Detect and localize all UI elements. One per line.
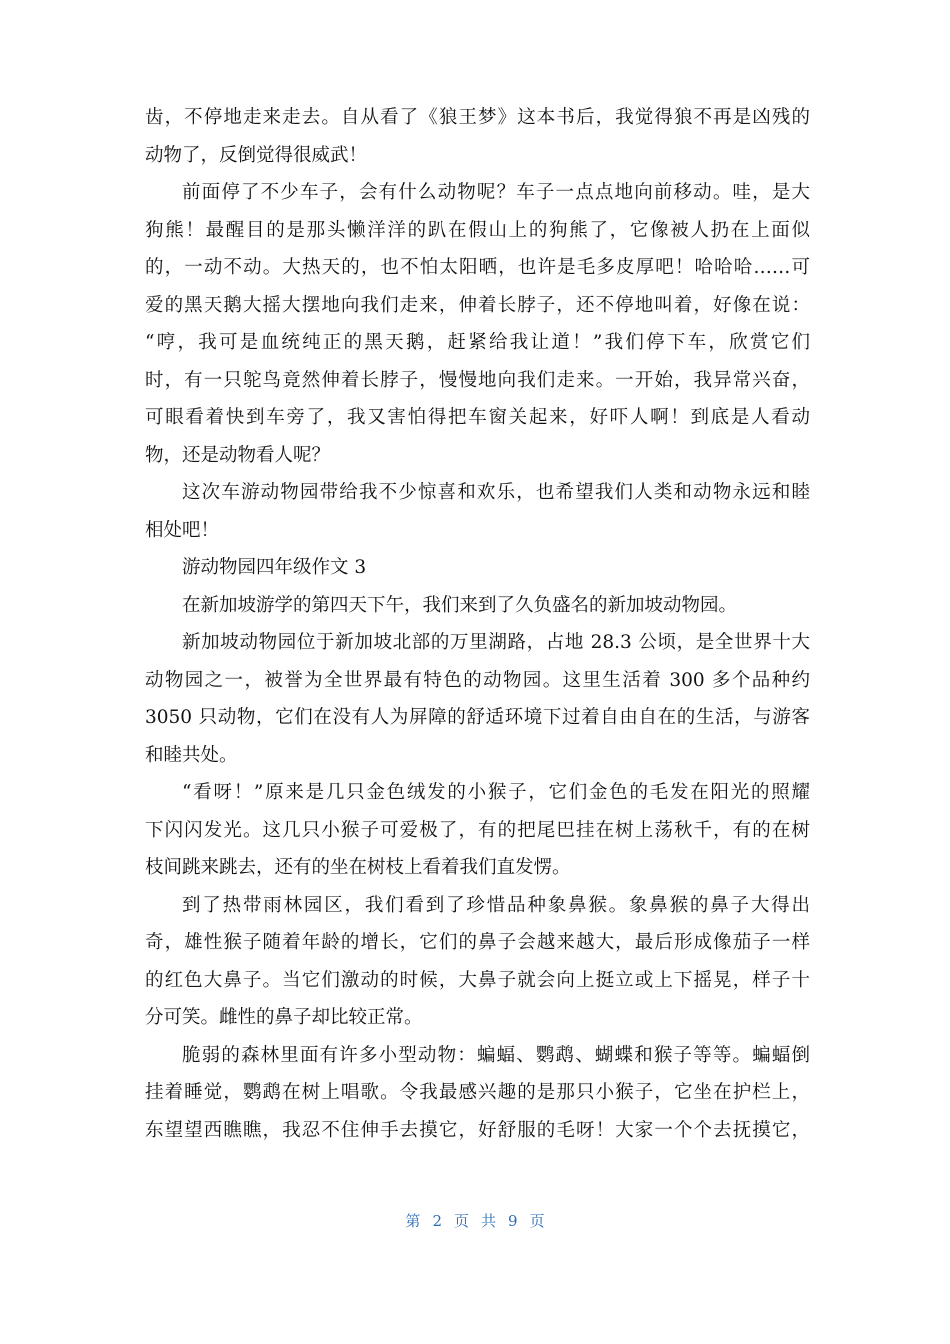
text-line: 可眼看着快到车旁了，我又害怕得把车窗关起来，好吓人啊！到底是人看动 <box>145 407 810 428</box>
text-line: 时，有一只鸵鸟竟然伸着长脖子，慢慢地向我们走来。一开始，我异常兴奋， <box>145 369 810 391</box>
text-line: 动物了，反倒觉得很威武！ <box>145 144 368 166</box>
text-line: 爱的黑天鹅大摇大摆地向我们走来，伸着长脖子，还不停地叫着，好像在说： <box>145 294 810 316</box>
section-heading: 游动物园四年级作文 3 <box>182 557 367 578</box>
text-line: 奇，雄性猴子随着年龄的增长，它们的鼻子会越来越大，最后形成像茄子一样 <box>145 932 810 953</box>
current-page-number: 2 <box>432 1212 442 1230</box>
text-line: “哼，我可是血统纯正的黑天鹅，赶紧给我让道！”我们停下车，欣赏它们 <box>145 332 810 353</box>
text-line: 枝间跳来跳去，还有的坐在树枝上看着我们直发愣。 <box>145 857 571 878</box>
text-line: 狗熊！最醒目的是那头懒洋洋的趴在假山上的狗熊了，它像被人扔在上面似 <box>145 219 810 241</box>
text-line: 挂着睡觉，鹦鹉在树上唱歌。令我最感兴趣的是那只小猴子，它坐在护栏上， <box>145 1082 810 1103</box>
footer-di: 第 <box>405 1212 421 1230</box>
footer-ye: 页 <box>453 1212 469 1230</box>
text-line: 下闪闪发光。这几只小猴子可爱极了，有的把尾巴挂在树上荡秋千，有的在树 <box>145 819 810 841</box>
text-line: 分可笑。雌性的鼻子却比较正常。 <box>145 1007 423 1028</box>
text-line: 在新加坡游学的第四天下午，我们来到了久负盛名的新加坡动物园。 <box>182 594 738 616</box>
footer-ye-2: 页 <box>529 1212 545 1230</box>
text-line: 的红色大鼻子。当它们激动的时候，大鼻子就会向上挺立或上下摇晃，样子十 <box>145 969 810 991</box>
text-line: 和睦共处。 <box>145 744 238 766</box>
text-line: 脆弱的森林里面有许多小型动物：蝙蝠、鹦鹉、蝴蝶和猴子等等。蝙蝠倒 <box>182 1044 810 1066</box>
page-footer <box>0 1210 950 1231</box>
text-line: 这次车游动物园带给我不少惊喜和欢乐，也希望我们人类和动物永远和睦 <box>182 482 810 503</box>
text-line: 新加坡动物园位于新加坡北部的万里湖路，占地 28.3 公顷，是全世界十大 <box>182 632 810 653</box>
document-body <box>145 99 810 1149</box>
text-line: 3050 只动物，它们在没有人为屏障的舒适环境下过着自由自在的生活，与游客 <box>145 707 810 728</box>
text-line: 到了热带雨林园区，我们看到了珍惜品种象鼻猴。象鼻猴的鼻子大得出 <box>182 894 810 916</box>
text-line: 齿，不停地走来走去。自从看了《狼王梦》这本书后，我觉得狼不再是凶残的 <box>145 107 810 128</box>
text-line: 的，一动不动。大热天的，也不怕太阳晒，也许是毛多皮厚吧！哈哈哈……可 <box>145 257 810 278</box>
text-line: 相处吧！ <box>145 519 220 541</box>
text-line: 动物园之一，被誉为全世界最有特色的动物园。这里生活着 300 多个品种约 <box>145 669 810 691</box>
text-line: 物，还是动物看人呢？ <box>145 444 331 466</box>
text-line: “看呀！”原来是几只金色绒发的小猴子，它们金色的毛发在阳光的照耀 <box>182 782 810 803</box>
footer-gong: 共 <box>481 1212 497 1230</box>
total-page-count: 9 <box>508 1212 518 1230</box>
text-line: 前面停了不少车子，会有什么动物呢？车子一点点地向前移动。哇，是大 <box>182 182 810 203</box>
text-line: 东望望西瞧瞧，我忍不住伸手去摸它，好舒服的毛呀！大家一个个去抚摸它， <box>145 1119 810 1141</box>
